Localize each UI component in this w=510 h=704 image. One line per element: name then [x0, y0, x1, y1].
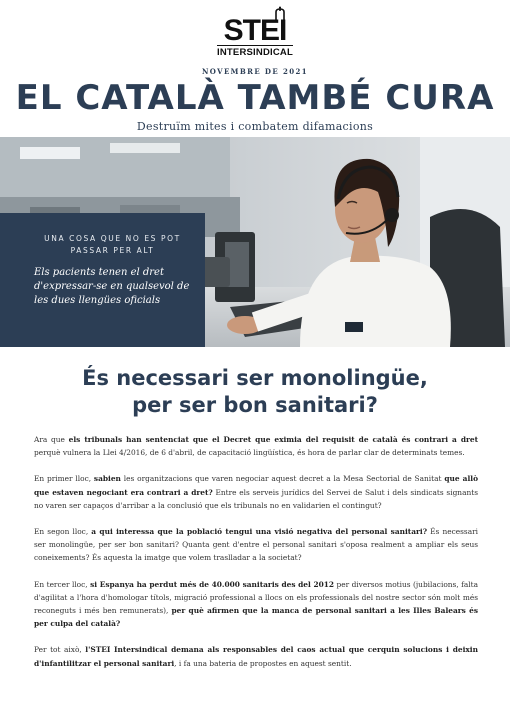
logo [0, 6, 510, 58]
paragraph-2 [34, 472, 478, 512]
body-text: En tercer lloc, [34, 579, 91, 589]
body-text: per diversos motius (jubilacions, falta d'agilitat a l'hora d'homologar títols, migració professional a llocs on els professionals del nostre sector són molt més reconeguts i més ben remunerats), [34, 579, 478, 616]
body-text: Per tot això, [34, 645, 86, 655]
body-text: les organitzacions que varen negociar aquest decret a la Mesa Sectorial de Sanitat [120, 474, 445, 484]
paragraph-1 [34, 433, 478, 459]
emphasis-text: sabien [93, 474, 121, 484]
page-subtitle: Destruïm mites i combatem difamacions [136, 120, 374, 133]
headline-line-1: És necessari ser monolingüe, [82, 366, 428, 390]
body-text: Entre els serveis jurídics del Servei de Salut i dels sindicats signants no varen ser capaços d'arribar a la conclusió que els tribunals no en validarien el contingut? [34, 487, 478, 510]
paragraph-5 [34, 643, 478, 669]
logo-wordmark [223, 6, 287, 47]
emphasis-text: l'STEI Intersindical demana als responsables del caos actual que cerquin solucions i deixin d'infantilitzar el personal sanitari [34, 645, 478, 668]
callout-kicker: UNA COSA QUE NO ES POT PASSAR PER ALT [44, 234, 181, 255]
callout-text: Els pacients tenen el dret d'expressar-se en qualsevol de les dues llengües oficials [34, 267, 190, 306]
article-headline [0, 365, 510, 419]
body-text: perquè vulnera la Llei 4/2016, de 6 d'abril, de capacitació lingüística, és hora de parlar clar de determinats temes. [34, 448, 465, 458]
emphasis-text: a qui interessa que la població tengui una visió negativa del personal sanitari? [91, 527, 428, 537]
body-text: És necessari ser monolingüe, per ser bon sanitari? Quanta gent d'entre el personal sanitari s'oposa realment a ampliar els seus coneixements? És aquesta la imatge que volem traslladar a la societat? [34, 527, 479, 563]
paragraph-3 [34, 525, 478, 565]
body-text: , i fa una bateria de propostes en aquest sentit. [174, 658, 352, 668]
emphasis-text: si Espanya ha perdut més de 40.000 sanitaris des del 2012 [90, 579, 335, 589]
body-text: En segon lloc, [34, 527, 92, 537]
emphasis-text: per què afirmen que la manca de personal sanitari a les Illes Balears és per culpa del català? [34, 606, 478, 629]
page-title: EL CATALÀ TAMBÉ CURA [15, 78, 495, 118]
paragraph-4 [34, 578, 478, 631]
article-body [34, 433, 478, 683]
issue-date: NOVEMBRE DE 2021 [201, 67, 309, 76]
body-text: En primer lloc, [34, 474, 94, 484]
headline-line-2: per ser bon sanitari? [132, 393, 378, 417]
logo-main-text: STEI [223, 14, 287, 47]
body-text: Ara que [34, 435, 69, 444]
callout-box [0, 213, 205, 347]
emphasis-text: els tribunals han sentenciat que el Decret que eximia del requisit de català és contrari a dret [68, 435, 478, 444]
logo-subtext: INTERSINDICAL [217, 47, 293, 58]
tower-icon [272, 6, 288, 22]
emphasis-text: que allò que estaven negociant era contrari a dret? [34, 474, 479, 497]
